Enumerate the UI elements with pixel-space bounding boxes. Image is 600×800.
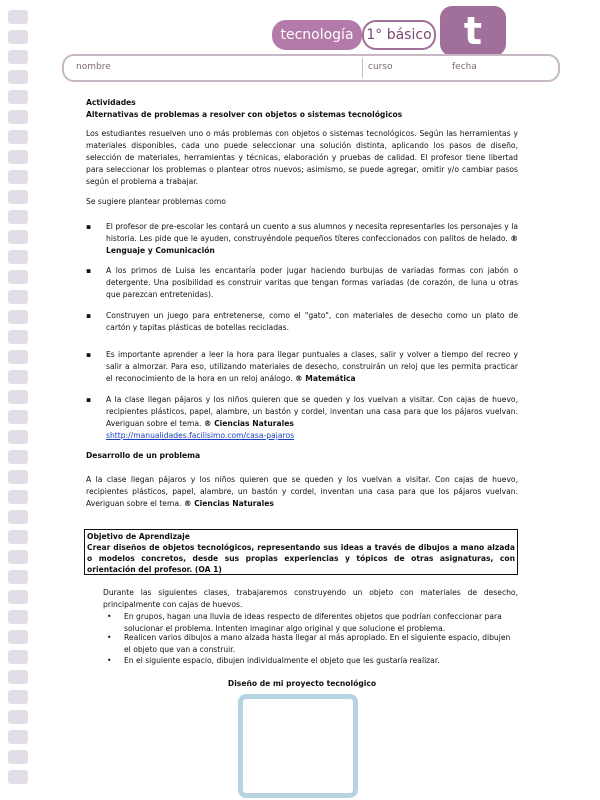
name-field-label: nombre	[76, 62, 111, 72]
problem-text: Construyen un juego para entretenerse, como el "gato", con materiales de desecho como un plato de cartón y tapitas plásticas de botellas recicladas.	[106, 311, 518, 332]
step-text: En el siguiente espacio, dibujen individualmente el objeto que les gustaría realizar.	[124, 656, 440, 665]
bullet-icon: ▪	[86, 222, 92, 231]
development-title: Desarrollo de un problema	[86, 451, 201, 460]
step-text: Realicen varios dibujos a mano alzada hasta llegar al más apropiado. En el siguiente espacio, dibujen el objeto que van a construir.	[124, 633, 511, 654]
subject-label: tecnología	[272, 20, 362, 50]
subject-badge: t	[440, 6, 506, 56]
problem-text: Es importante aprender a leer la hora para llegar puntuales a clases, salir y volver a tiempo del recreo y salir a almorzar. Para eso, utilizando materiales de desecho, construirán un reloj que les permita practicar el reconocimiento de la hora en un reloj análogo.	[106, 350, 518, 383]
steps-intro: Durante las siguientes clases, trabajaremos construyendo un objeto con materiales de desecho, principalmente con cajas de huevos.	[103, 588, 518, 609]
objective-label: Objetivo de Aprendizaje	[87, 532, 190, 541]
suggest-text: Se sugiere plantear problemas como	[86, 197, 226, 206]
student-info-bar[interactable]	[62, 54, 560, 82]
problem-text: A los primos de Luisa les encantaría poder jugar haciendo burbujas de variadas formas con jabón o detergente. Una posibilidad es construir varitas que tengan formas variadas (de corazón, de luna u otras que parezcan entretenidas).	[106, 266, 518, 299]
bullet-icon: ▪	[86, 350, 92, 359]
problem-text: A la clase llegan pájaros y los niños quieren que se queden y los vuelvan a visitar. Con cajas de huevo, recipientes plásticos, papel, alambre, un bastón y cordel, inventan una casa para que los pájaros vuelvan. Averiguan sobre el tema.	[106, 395, 518, 428]
section-title: Actividades	[86, 98, 136, 107]
section-subtitle: Alternativas de problemas a resolver con objetos o sistemas tecnológicos	[86, 110, 403, 119]
step-text: En grupos, hagan una lluvia de ideas respecto de diferentes objetos que podrían confeccionar para solucionar el problema. Intenten imaginar algo original y que solucione el problema.	[124, 612, 502, 633]
subject-tag: ® Ciencias Naturales	[183, 499, 274, 508]
subject-tag: ® Ciencias Naturales	[203, 419, 294, 428]
activities-intro	[86, 97, 518, 208]
bullet-icon: ▪	[86, 266, 92, 275]
course-field-label: curso	[368, 62, 393, 72]
bullet-icon: •	[107, 656, 112, 665]
drawing-frame-title: Diseño de mi proyecto tecnológico	[227, 679, 377, 688]
bullet-icon: •	[107, 612, 112, 621]
grade-label: 1° básico	[362, 20, 436, 50]
subject-tag: ® Matemática	[295, 374, 356, 383]
development-paragraph: A la clase llegan pájaros y los niños quieren que se queden y los vuelvan a visitar. Con cajas de huevo, recipientes plásticos, papel, alambre, un bastón y cordel, inventan una casa para que los pájaros vuelvan. Averiguan sobre el tema.	[86, 475, 518, 508]
decorative-side-strip	[0, 0, 44, 800]
reference-link[interactable]: shttp://manualidades.facilisimo.com/casa-pajaros	[106, 431, 295, 440]
date-field-label: fecha	[452, 62, 477, 72]
objective-text: Crear diseños de objetos tecnológicos, representando sus ideas a través de dibujos a mano alzada o modelos concretos, desde sus propias experiencias y tópicos de otras asignaturas, con orientación del profesor. (OA 1)	[87, 543, 515, 574]
development-text	[86, 474, 518, 510]
drawing-area[interactable]	[238, 694, 358, 798]
bullet-icon: ▪	[86, 395, 92, 404]
bullet-icon: •	[107, 633, 112, 642]
subject-tag: ® Lenguaje y Comunicación	[106, 234, 518, 255]
objective-box	[84, 529, 518, 575]
divider	[362, 58, 363, 78]
problem-text: El profesor de pre-escolar les contará un cuento a sus alumnos y necesita representarles los personajes y la historia. Les pide que le ayuden, construyéndole pequeños títeres confeccionados con palitos de helado.	[106, 222, 518, 243]
bullet-icon: ▪	[86, 311, 92, 320]
intro-paragraph: Los estudiantes resuelven uno o más problemas con objetos o sistemas tecnológicos. Según las herramientas y materiales disponibles, cada uno puede seleccionar una solución distinta, aplicando los pasos de diseño, selección de materiales, herramientas y técnicas, elaboración y pruebas de calidad. El profesor tiene libertad para seleccionar los problemas o plantear otros nuevos; asimismo, se puede agregar, omitir y/o cambiar pasos según el problema a trabajar.	[86, 129, 518, 186]
